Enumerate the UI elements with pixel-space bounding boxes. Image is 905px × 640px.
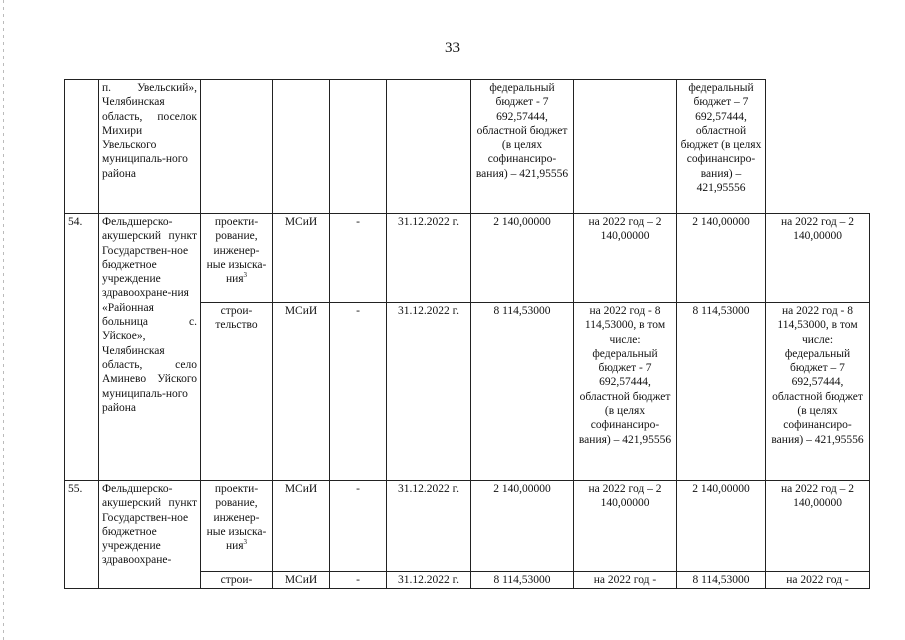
- continuation-row: [65, 80, 870, 214]
- dash: -: [330, 481, 387, 572]
- cell-date: [387, 80, 471, 214]
- cell-work-type: [201, 80, 273, 214]
- cell-funds-plan: федеральный бюджет - 7 692,57444, областной бюджет (в целях софинансиро-вания) – 421,95556: [471, 80, 574, 214]
- funds-fact: на 2022 год - 8 114,53000, в том числе: федеральный бюджет – 7 692,57444, областной бюджет (в целях софинансиро-вания) – 421,95556: [766, 303, 870, 481]
- cost: 8 114,53000: [471, 572, 574, 589]
- table-row: [65, 214, 870, 303]
- cost-2: 2 140,00000: [677, 481, 766, 572]
- funds-plan: на 2022 год - 8 114,53000, в том числе: федеральный бюджет - 7 692,57444, областной бюджет (в целях софинансиро-вания) – 421,95556: [574, 303, 677, 481]
- cell-object: п. Увельский», Челябинская область, поселок Михири Увельского муниципаль-ного района: [99, 80, 201, 214]
- funds-fact: на 2022 год -: [766, 572, 870, 589]
- funds-plan: на 2022 год – 2 140,00000: [574, 481, 677, 572]
- dash: -: [330, 303, 387, 481]
- funds-fact: на 2022 год – 2 140,00000: [766, 481, 870, 572]
- cell-cost2: [574, 80, 677, 214]
- entry-object: Фельдшерско-акушерский пункт Государствен-ное бюджетное учреждение здравоохране-ния «Районная больница с. Уйское», Челябинская область, село Аминево Уйского муниципаль-ного района: [99, 214, 201, 481]
- footnote-mark: 3: [243, 271, 248, 280]
- cost-2: 8 114,53000: [677, 303, 766, 481]
- funds-plan: на 2022 год – 2 140,00000: [574, 214, 677, 303]
- footnote-mark: 3: [243, 538, 248, 547]
- cell-num: [65, 80, 99, 214]
- dash: -: [330, 214, 387, 303]
- scan-edge: [3, 0, 4, 640]
- deadline-date: 31.12.2022 г.: [387, 481, 471, 572]
- cost: 2 140,00000: [471, 214, 574, 303]
- cell-agency: [273, 80, 330, 214]
- dash: -: [330, 572, 387, 589]
- agency: МСиИ: [273, 303, 330, 481]
- cost-2: 2 140,00000: [677, 214, 766, 303]
- entry-number: 54.: [65, 214, 99, 481]
- agency: МСиИ: [273, 481, 330, 572]
- work-type: строи-: [201, 572, 273, 589]
- cost: 2 140,00000: [471, 481, 574, 572]
- deadline-date: 31.12.2022 г.: [387, 214, 471, 303]
- program-table: [64, 79, 870, 589]
- table-row: [65, 481, 870, 572]
- page-number: 33: [445, 40, 460, 56]
- funds-fact: на 2022 год – 2 140,00000: [766, 214, 870, 303]
- funds-plan: на 2022 год -: [574, 572, 677, 589]
- work-type: [201, 214, 273, 303]
- work-type-text: проекти-рование, инженер-ные изыска-ния: [206, 216, 267, 286]
- entry-object: Фельдшерско-акушерский пункт Государствен-ное бюджетное учреждение здравоохране-: [99, 481, 201, 589]
- work-type: [201, 481, 273, 572]
- deadline-date: 31.12.2022 г.: [387, 303, 471, 481]
- cell-funds-fact: федеральный бюджет – 7 692,57444, областной бюджет (в целях софинансиро-вания) – 421,95556: [677, 80, 766, 214]
- agency: МСиИ: [273, 214, 330, 303]
- work-type: строи-тельство: [201, 303, 273, 481]
- cost-2: 8 114,53000: [677, 572, 766, 589]
- work-type-text: проекти-рование, инженер-ные изыска-ния: [206, 483, 267, 553]
- cost: 8 114,53000: [471, 303, 574, 481]
- deadline-date: 31.12.2022 г.: [387, 572, 471, 589]
- entry-number: 55.: [65, 481, 99, 589]
- cell-dash: [330, 80, 387, 214]
- agency: МСиИ: [273, 572, 330, 589]
